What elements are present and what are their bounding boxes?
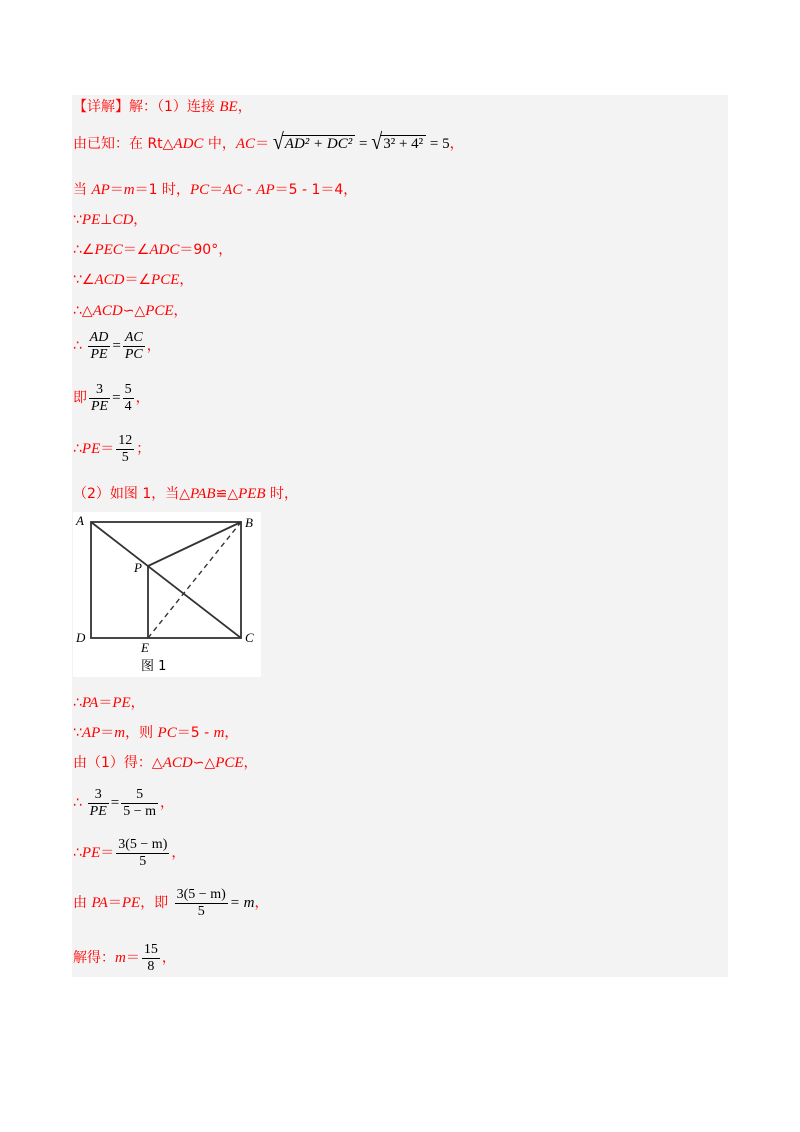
fraction-12-5: $\frac{12}{5}$ bbox=[118, 433, 133, 465]
line-8: ∴ $\frac{AD}{PE}$ = $\frac{AC}{PC}$ ， bbox=[73, 330, 161, 362]
dashed-segment-eb bbox=[148, 522, 241, 638]
line-15: ∴ $\frac{3}{PE}$ = $\frac{5}{5 - m}$ ， bbox=[73, 787, 175, 819]
line-2: 由已知：在 Rt△ADC 中，AC＝ √AD² + DC² = √3² + 4² = 5， bbox=[73, 129, 464, 155]
fraction-5-4: $\frac{5}{4}$ bbox=[124, 382, 132, 414]
fraction-3-pe-b: $\frac{3}{PE}$ bbox=[89, 787, 107, 819]
label-e: E bbox=[141, 640, 149, 655]
label-a: A bbox=[76, 513, 84, 528]
fraction-ac-pc: $\frac{AC}{PC}$ bbox=[124, 330, 143, 362]
label-d: D bbox=[76, 630, 86, 645]
fraction-5-5m: $\frac{5}{5 - m}$ bbox=[123, 787, 157, 819]
rectangle-diagram bbox=[73, 512, 261, 677]
line-16: ∴PE＝ $\frac{3(5 - m)}{5}$ ， bbox=[73, 837, 186, 869]
line-17: 由 PA＝PE，即 $\frac{3(5 - m)}{5}$ = m， bbox=[73, 887, 269, 919]
line-11: （2）如图 1，当△PAB≌△PEB 时， bbox=[73, 486, 299, 502]
fraction-3-5m-5-b: $\frac{3(5 - m)}{5}$ bbox=[176, 887, 226, 919]
fraction-15-8: $\frac{15}{8}$ bbox=[143, 942, 158, 974]
label-c: C bbox=[245, 630, 254, 645]
fraction-ad-pe: $\frac{AD}{PE}$ bbox=[89, 330, 109, 362]
ac-formula: √AD² + DC² = √3² + 4² = 5 bbox=[272, 129, 450, 155]
fraction-3-pe: $\frac{3}{PE}$ bbox=[91, 382, 109, 414]
line-6: ∵∠ACD＝∠PCE， bbox=[73, 272, 194, 288]
line-3: 当 AP＝m＝1 时，PC＝AC - AP＝5 - 1＝4， bbox=[73, 182, 358, 198]
line-13: ∵AP＝m，则 PC＝5 - m， bbox=[73, 725, 239, 741]
detail-heading: 【详解】 bbox=[73, 99, 129, 115]
line-12: ∴PA＝PE， bbox=[73, 695, 145, 711]
figure-caption: 图 1 bbox=[141, 659, 167, 674]
line-9: 即 $\frac{3}{PE}$ = $\frac{5}{4}$ ， bbox=[73, 382, 150, 414]
line-5: ∴∠PEC＝∠ADC＝90°， bbox=[73, 242, 233, 258]
line-10: ∴PE＝ $\frac{12}{5}$ ； bbox=[73, 433, 151, 465]
figure-1 bbox=[73, 512, 261, 677]
line-7: ∴△ACD∽△PCE， bbox=[73, 303, 188, 319]
line-4: ∵PE⊥CD， bbox=[73, 212, 148, 228]
label-b: B bbox=[245, 515, 253, 530]
line-18: 解得：m＝ $\frac{15}{8}$ ， bbox=[73, 942, 176, 974]
line-1: 【详解】解：（1）连接 BE， bbox=[73, 99, 252, 115]
label-p: P bbox=[134, 560, 142, 575]
line-14: 由（1）得：△ACD∽△PCE， bbox=[73, 755, 258, 771]
fraction-3-5m-5: $\frac{3(5 - m)}{5}$ bbox=[118, 837, 168, 869]
diagonal-ac bbox=[91, 522, 241, 638]
segment-pb bbox=[148, 522, 241, 566]
